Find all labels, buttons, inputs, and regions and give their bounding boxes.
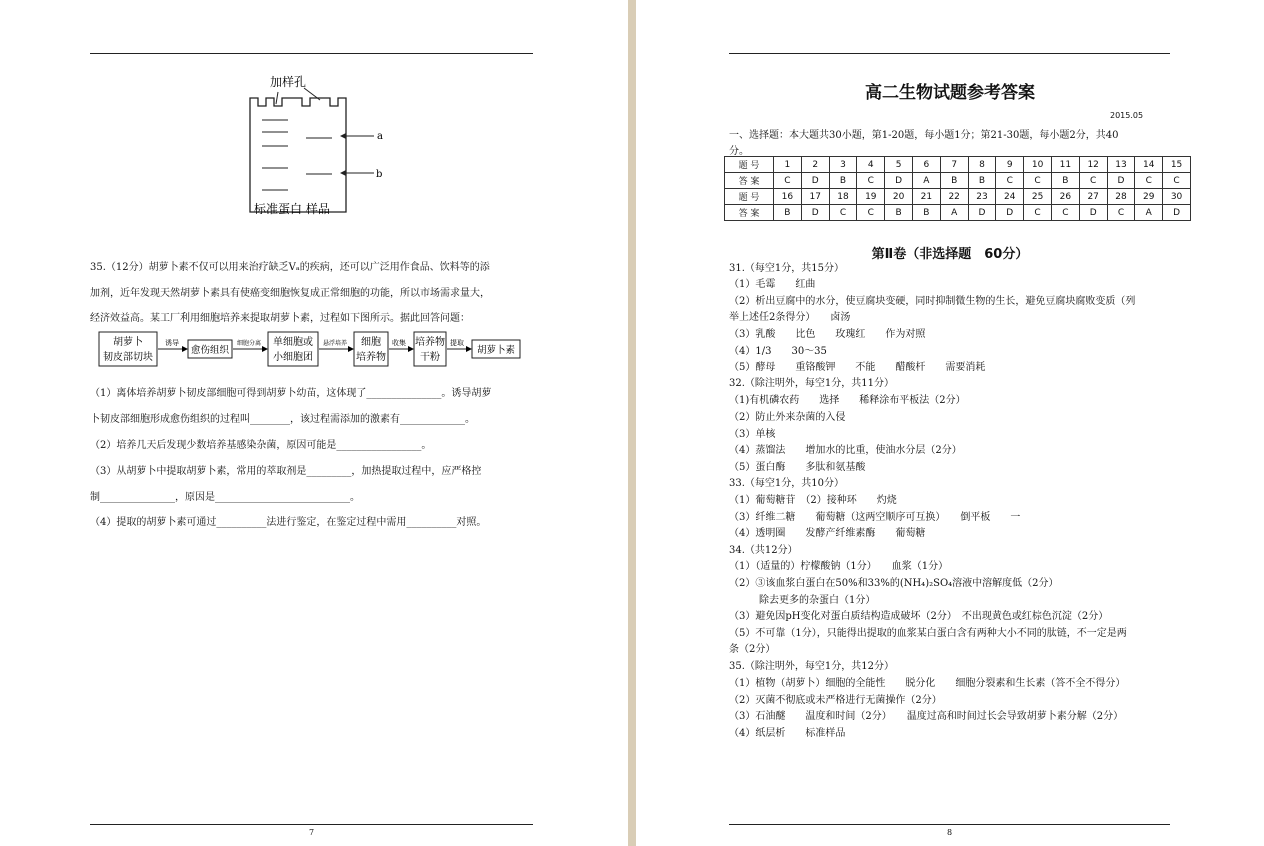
q35-sub2: （2）培养几天后发现少数培养基感染杂菌，原因可能是_________________。 (90, 440, 432, 451)
flow-box-text: 韧皮部切块 (103, 352, 153, 363)
page-title: 高二生物试题参考答案 (865, 83, 1035, 103)
answer-table-cell: C (1051, 205, 1079, 221)
answer-table-cell: A (912, 173, 940, 189)
answer-table-cell: 25 (1024, 189, 1052, 205)
section2-title: 第Ⅱ卷（非选择题 60分） (871, 247, 1029, 262)
answer-line: 35.（除注明外，每空1分，共12分） (729, 661, 894, 672)
page-number: 7 (309, 828, 315, 837)
answer-table-row-label: 题 号 (725, 189, 774, 205)
flow-box-text: 培养物 (415, 337, 445, 348)
answer-table-cell: C (1107, 205, 1135, 221)
answer-table-cell: 26 (1051, 189, 1079, 205)
answer-table-cell: 4 (857, 157, 885, 173)
flow-box-text: 胡萝卜 (113, 337, 143, 348)
answer-line: （1）植物（胡萝卜）细胞的全能性 脱分化 细胞分裂素和生长素（答不全不得分） (729, 678, 1126, 689)
answer-table-cell: C (1135, 173, 1163, 189)
answer-table-cell: 12 (1079, 157, 1107, 173)
answer-table-cell: D (801, 205, 829, 221)
answer-line: （3）纤维二糖 葡萄糖（这两空顺序可互换） 倒平板 一 (729, 512, 1021, 523)
gel-tank (250, 98, 346, 212)
flow-box-text: 培养物 (356, 352, 386, 363)
answer-line: （2）防止外来杂菌的入侵 (729, 412, 846, 423)
answer-table-cell: 6 (912, 157, 940, 173)
answer-table-cell: D (885, 173, 913, 189)
header-rule (729, 53, 1170, 54)
answer-line: 条（2分） (729, 644, 776, 655)
answer-key-table (724, 156, 1191, 221)
answer-table-cell: A (1135, 205, 1163, 221)
answer-table-cell: 8 (968, 157, 996, 173)
answer-table-cell: 5 (885, 157, 913, 173)
q35-sub3-line2: 制_______________，原因是___________________________。 (90, 492, 360, 503)
answer-line: （3）单核 (729, 429, 776, 440)
answer-table-cell: 7 (940, 157, 968, 173)
figure-caption: 标准蛋白 样品 (254, 202, 330, 216)
label-a: a (377, 131, 383, 142)
q35-line-1: 35.（12分）胡萝卜素不仅可以用来治疗缺乏Vₐ的疾病，还可以广泛用作食品、饮料等的添 (90, 262, 490, 273)
answer-table-row (725, 157, 1191, 173)
answer-table-cell: 18 (829, 189, 857, 205)
answer-table-cell: B (774, 205, 802, 221)
answer-table-cell: C (1079, 173, 1107, 189)
answer-table-cell: B (912, 205, 940, 221)
answer-table-row (725, 173, 1191, 189)
answer-table-cell: C (996, 173, 1024, 189)
answer-table-cell: B (968, 173, 996, 189)
answer-table-cell: C (1024, 205, 1052, 221)
flow-arrow-label: 收集 (392, 339, 406, 347)
flow-box-text: 干粉 (420, 352, 440, 363)
answer-table-cell: C (857, 173, 885, 189)
answer-table-cell: 23 (968, 189, 996, 205)
answer-table-cell: C (1163, 173, 1191, 189)
page-gutter (628, 0, 636, 846)
q35-line-3: 经济效益高。某工厂利用细胞培养来提取胡萝卜素，过程如下图所示。据此回答问题： (90, 313, 470, 324)
answer-line: （4）1/3 30～35 (729, 346, 827, 357)
answer-table-cell: C (1024, 173, 1052, 189)
section1-line1: 一、选择题：本大题共30小题，第1-20题，每小题1分；第21-30题，每小题2分，共40 (729, 130, 1119, 141)
answer-line: 除去更多的杂蛋白（1分） (729, 595, 876, 606)
answer-line: 31.（每空1分，共15分） (729, 263, 844, 274)
q35-line-2: 加剂，近年发现天然胡萝卜素具有使癌变细胞恢复成正常细胞的功能，所以市场需求量大， (90, 288, 490, 299)
footer-rule (729, 824, 1170, 825)
answer-table-cell: D (1163, 205, 1191, 221)
answer-table-cell: D (1107, 173, 1135, 189)
answer-table-cell: 24 (996, 189, 1024, 205)
label-b: b (376, 169, 383, 180)
answer-table-cell: D (968, 205, 996, 221)
flow-arrowhead (348, 346, 354, 352)
flow-arrow-label: 细胞分离 (236, 340, 262, 347)
pointer-line (276, 92, 278, 104)
answer-table-cell: C (829, 205, 857, 221)
answer-line: （1)有机磷农药 选择 稀释涂布平板法（2分） (729, 395, 966, 406)
answer-table-cell: 15 (1163, 157, 1191, 173)
q35-sub1-line1: （1）离体培养胡萝卜韧皮部细胞可得到胡萝卜幼苗，这体现了_______________。诱导胡萝 (90, 388, 492, 399)
flow-arrowhead (262, 346, 268, 352)
answer-table-cell: 29 (1135, 189, 1163, 205)
answer-table-cell: 10 (1024, 157, 1052, 173)
answer-line: （4）透明圈 发酵产纤维素酶 葡萄糖 (729, 528, 926, 539)
answer-table-cell: 1 (774, 157, 802, 173)
answer-table-cell: B (829, 173, 857, 189)
answer-table-cell: 9 (996, 157, 1024, 173)
flow-arrowhead (182, 346, 188, 352)
answer-line: 举上述任2条得分） 卤汤 (729, 312, 851, 323)
flow-box-text: 单细胞或 (273, 337, 313, 348)
answer-table-cell: B (885, 205, 913, 221)
flow-box-text: 细胞 (361, 337, 381, 348)
electrophoresis-figure (236, 70, 406, 222)
answer-line: （3）乳酸 比色 玫瑰红 作为对照 (729, 329, 926, 340)
answer-line: （1）毛霉 红曲 (729, 279, 816, 290)
answer-table-cell: B (1051, 173, 1079, 189)
answer-table-cell: C (857, 205, 885, 221)
answer-line: （5）蛋白酶 多肽和氨基酸 (729, 462, 866, 473)
flow-arrow-label: 诱导 (165, 339, 179, 347)
flow-diagram (98, 328, 528, 370)
answer-line: （1）（适量的）柠檬酸钠（1分） 血浆（1分） (729, 561, 949, 572)
answer-table-cell: 21 (912, 189, 940, 205)
answer-table-cell: 14 (1135, 157, 1163, 173)
answer-table-row (725, 189, 1191, 205)
date: 2015.05 (1110, 111, 1144, 120)
q35-sub4: （4）提取的胡萝卜素可通过__________法进行鉴定，在鉴定过程中需用__________对照。 (90, 517, 487, 528)
answer-table-cell: B (940, 173, 968, 189)
answer-line: （3）石油醚 温度和时间（2分） 温度过高和时间过长会导致胡萝卜素分解（2分） (729, 711, 1124, 722)
answer-table-cell: 22 (940, 189, 968, 205)
answer-table-cell: 2 (801, 157, 829, 173)
section1-line2: 分。 (729, 146, 749, 157)
answer-table-cell: D (996, 205, 1024, 221)
q35-sub3-line1: （3）从胡萝卜中提取胡萝卜素，常用的萃取剂是_________，加热提取过程中，应严格控 (90, 466, 482, 477)
answer-table-cell: D (801, 173, 829, 189)
answer-table-cell: 30 (1163, 189, 1191, 205)
answer-table-cell: 20 (885, 189, 913, 205)
answer-table-cell: D (1079, 205, 1107, 221)
answer-line: （2）灭菌不彻底或未严格进行无菌操作（2分） (729, 695, 942, 706)
answer-table-row (725, 205, 1191, 221)
answer-line: （4）纸层析 标准样品 (729, 728, 846, 739)
flow-box-text: 愈伤组织 (190, 345, 230, 356)
answer-table-cell: 11 (1051, 157, 1079, 173)
flow-arrowhead (466, 346, 472, 352)
answer-line: （5）不可靠（1分），只能得出提取的血浆某白蛋白含有两种大小不同的肽链，不一定是两 (729, 628, 1127, 639)
answer-line: （2）③该血浆白蛋白在50%和33%的(NH₄)₂SO₄溶液中溶解度低（2分） (729, 578, 1059, 589)
answer-table-row-label: 题 号 (725, 157, 774, 173)
answer-line: （1）葡萄糖苷 （2）接种环 灼烧 (729, 495, 897, 506)
header-rule (90, 53, 533, 54)
footer-rule (90, 824, 533, 825)
q35-sub1-line2: 卜韧皮部细胞形成愈伤组织的过程叫________，该过程需添加的激素有_____________。 (90, 414, 475, 425)
answer-table-cell: 16 (774, 189, 802, 205)
answer-table-cell: 28 (1107, 189, 1135, 205)
arrow-b-head (340, 170, 346, 176)
answer-table-cell: C (774, 173, 802, 189)
sample-well-label: 加样孔 (270, 75, 307, 89)
answer-line: 32.（除注明外，每空1分，共11分） (729, 378, 894, 389)
page-number: 8 (947, 828, 953, 837)
answer-line: （5）酵母 重铬酸钾 不能 醋酸杆 需要消耗 (729, 362, 986, 373)
answer-line: （3）避免因pH变化对蛋白质结构造成破坏（2分） 不出现黄色或红棕色沉淀（2分） (729, 611, 1109, 622)
flow-box-text: 胡萝卜素 (476, 345, 516, 356)
answer-table-cell: A (940, 205, 968, 221)
answer-line: （2）析出豆腐中的水分，使豆腐块变硬，同时抑制微生物的生长，避免豆腐块腐败变质（列 (729, 296, 1136, 307)
right-page (636, 0, 1264, 846)
answer-table-cell: 13 (1107, 157, 1135, 173)
flow-arrow-label: 提取 (450, 339, 464, 347)
arrow-a-head (340, 133, 346, 139)
answer-table-cell: 3 (829, 157, 857, 173)
left-page (0, 0, 628, 846)
answer-line: 34.（共12分） (729, 545, 798, 556)
answer-table-row-label: 答 案 (725, 173, 774, 189)
flow-arrowhead (408, 346, 414, 352)
flow-arrow-label: 悬浮培养 (322, 340, 348, 347)
answer-line: 33.（每空1分，共10分） (729, 478, 844, 489)
answer-table-cell: 19 (857, 189, 885, 205)
answer-table-cell: 17 (801, 189, 829, 205)
flow-box-text: 小细胞团 (273, 352, 313, 363)
answer-table-cell: 27 (1079, 189, 1107, 205)
answer-line: （4）蒸馏法 增加水的比重，使油水分层（2分） (729, 445, 962, 456)
answer-table-row-label: 答 案 (725, 205, 774, 221)
